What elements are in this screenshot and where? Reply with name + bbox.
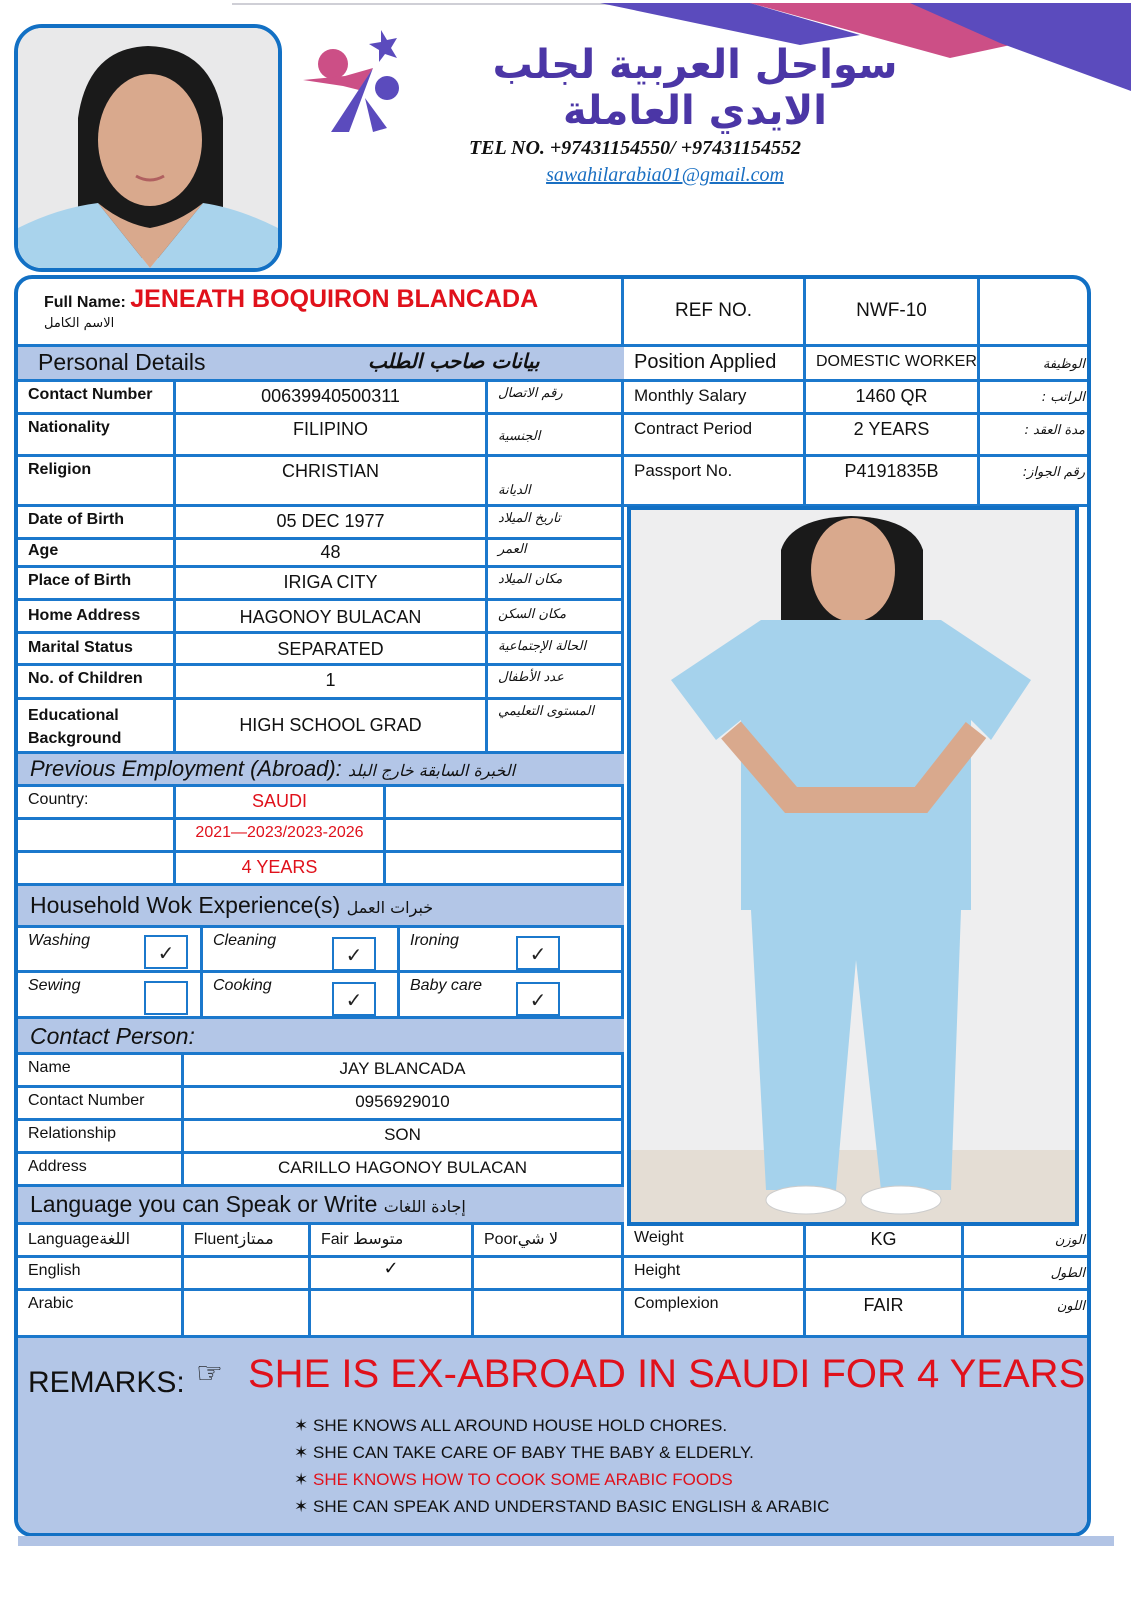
star-bullet-icon: ✶ — [294, 1443, 309, 1462]
contact-label: Relationship — [18, 1121, 184, 1154]
personal-label: Nationality — [18, 415, 176, 457]
previous-employment-blank — [386, 853, 624, 886]
household-experience-title-arabic: خبرات العمل — [346, 898, 434, 917]
education-label-line2: Background — [28, 730, 122, 747]
company-name-arabic: سواحل العربية لجلب الايدي العاملة — [492, 42, 898, 134]
children-value: 1 — [176, 666, 488, 700]
applicant-full-body-photo — [627, 506, 1079, 1226]
previous-period-value: 2021—2023/2023-2026 — [176, 820, 386, 853]
physical-label-arabic: الوزن — [964, 1225, 1091, 1258]
star-bullet-icon: ✶ — [294, 1497, 309, 1516]
star-bullet-icon: ✶ — [294, 1416, 309, 1435]
language-name: Arabic — [18, 1291, 184, 1338]
remark-item: ✶ SHE CAN SPEAK AND UNDERSTAND BASIC ENGLISH & ARABIC — [294, 1497, 830, 1516]
date-of-birth-value: 05 DEC 1977 — [176, 507, 488, 540]
physical-label: Height — [624, 1258, 806, 1291]
personal-label-arabic: الجنسية — [488, 415, 624, 457]
job-label: Passport No. — [624, 457, 806, 507]
personal-label-arabic: المستوى التعليمي — [488, 700, 624, 754]
skill-sewing-checkbox[interactable] — [144, 981, 188, 1015]
arabic-fair — [311, 1291, 474, 1338]
physical-label-arabic: اللون — [964, 1291, 1091, 1338]
full-name-cell — [18, 279, 624, 347]
remarks-section — [18, 1338, 1091, 1537]
job-label: Contract Period — [624, 415, 806, 457]
personal-label: Home Address — [18, 601, 176, 634]
education-value: HIGH SCHOOL GRAD — [176, 700, 488, 754]
languages-title-arabic: إجادة اللغات — [383, 1197, 466, 1216]
job-label-arabic: الوظيفة — [980, 347, 1091, 382]
education-label-line1: Educational — [28, 707, 119, 724]
skill-washing-checkbox[interactable]: ✓ — [144, 935, 188, 969]
star-bullet-icon: ✶ — [294, 1470, 309, 1489]
position-value: DOMESTIC WORKER — [806, 347, 980, 382]
skill-baby-care-checkbox[interactable]: ✓ — [516, 982, 560, 1016]
weight-value: KG — [806, 1225, 964, 1258]
company-email-link[interactable]: sawahilarabia01@gmail.com — [546, 164, 784, 186]
company-phone: TEL NO. +97431154550/ +97431154552 — [468, 137, 802, 159]
contact-number-value: 0956929010 — [184, 1088, 624, 1121]
ref-no-label: REF NO. — [624, 279, 806, 347]
previous-employment-blank — [386, 787, 624, 820]
contact-name-value: JAY BLANCADA — [184, 1055, 624, 1088]
language-name: English — [18, 1258, 184, 1291]
age-value: 48 — [176, 540, 488, 568]
job-label: Position Applied — [624, 347, 806, 382]
monthly-salary-value: 1460 QR — [806, 382, 980, 415]
english-fair: ✓ — [311, 1258, 474, 1291]
arabic-poor — [474, 1291, 624, 1338]
personal-label-arabic: مكان السكن — [488, 601, 624, 634]
languages-title: Language you can Speak or Write — [30, 1191, 378, 1217]
household-experience-title: Household Wok Experience(s) — [30, 892, 341, 918]
skill-ironing-checkbox[interactable]: ✓ — [516, 936, 560, 970]
personal-details-title: Personal Details — [38, 349, 206, 375]
previous-country-value: SAUDI — [176, 787, 386, 820]
nationality-value: FILIPINO — [176, 415, 488, 457]
ref-no-blank — [980, 279, 1091, 347]
remarks-headline: SHE IS EX-ABROAD IN SAUDI FOR 4 YEARS — [248, 1352, 1086, 1396]
contact-person-title: Contact Person: — [30, 1023, 195, 1049]
previous-duration-value: 4 YEARS — [176, 853, 386, 886]
remarks-label: REMARKS: — [28, 1366, 185, 1399]
languages-header — [18, 1187, 624, 1225]
previous-employment-title-arabic: الخبرة السابقة خارج البلد — [347, 761, 516, 780]
application-form — [14, 275, 1091, 1537]
complexion-value: FAIR — [806, 1291, 964, 1338]
ref-no-value: NWF-10 — [806, 279, 980, 347]
personal-label-arabic: رقم الاتصال — [488, 382, 624, 415]
country-label: Country: — [18, 787, 176, 820]
contract-period-value: 2 YEARS — [806, 415, 980, 457]
job-label-arabic: رقم الجواز: — [980, 457, 1091, 507]
contact-address-value: CARILLO HAGONOY BULACAN — [184, 1154, 624, 1187]
remark-item: ✶ SHE KNOWS ALL AROUND HOUSE HOLD CHORES. — [294, 1416, 728, 1435]
personal-label: Contact Number — [18, 382, 176, 415]
personal-label-arabic: عدد الأطفال — [488, 666, 624, 700]
passport-value: P4191835B — [806, 457, 980, 507]
language-header-fluent: Fluentممتاز — [184, 1225, 311, 1258]
frame-shadow — [18, 1536, 1114, 1546]
previous-employment-header — [18, 754, 624, 787]
previous-employment-blank — [18, 853, 176, 886]
job-label-arabic: الراتب : — [980, 382, 1091, 415]
contact-relationship-value: SON — [184, 1121, 624, 1154]
personal-label-arabic: تاريخ الميلاد — [488, 507, 624, 540]
personal-details-title-arabic: بيانات صاحب الطلب — [368, 349, 540, 373]
skill-cleaning-checkbox[interactable]: ✓ — [332, 937, 376, 971]
english-fluent — [184, 1258, 311, 1291]
language-header-poor: Poorلا شي — [474, 1225, 624, 1258]
full-name-value: JENEATH BOQUIRON BLANCADA — [130, 285, 539, 313]
marital-status-value: SEPARATED — [176, 634, 488, 666]
remark-item: ✶ SHE KNOWS HOW TO COOK SOME ARABIC FOODS — [294, 1470, 733, 1489]
physical-label: Complexion — [624, 1291, 806, 1338]
skill-washing: Washing — [18, 928, 203, 973]
skill-ironing: Ironing — [400, 928, 624, 973]
height-value — [806, 1258, 964, 1291]
full-name-label-arabic: الاسم الكامل — [44, 316, 115, 331]
household-experience-header — [18, 886, 624, 928]
pointing-hand-icon: ☞ — [196, 1357, 223, 1390]
job-label: Monthly Salary — [624, 382, 806, 415]
religion-value: CHRISTIAN — [176, 457, 488, 507]
previous-employment-title: Previous Employment (Abroad): — [30, 756, 342, 781]
personal-label-arabic: العمر — [488, 540, 624, 568]
personal-label: Age — [18, 540, 176, 568]
previous-employment-blank — [18, 820, 176, 853]
company-logo-icon — [303, 28, 403, 136]
place-of-birth-value: IRIGA CITY — [176, 568, 488, 601]
previous-employment-blank — [386, 820, 624, 853]
english-poor — [474, 1258, 624, 1291]
contact-label: Name — [18, 1055, 184, 1088]
personal-label: Religion — [18, 457, 176, 507]
skill-cleaning: Cleaning — [203, 928, 400, 973]
full-name-label: Full Name: — [44, 294, 126, 311]
personal-label-arabic: الديانة — [488, 457, 624, 507]
language-header-fair: Fair متوسط — [311, 1225, 474, 1258]
job-label-arabic: مدة العقد : — [980, 415, 1091, 457]
remarks-bullets — [294, 1412, 829, 1520]
personal-label-arabic: مكان الميلاد — [488, 568, 624, 601]
skill-sewing: Sewing — [18, 973, 203, 1019]
personal-label: Date of Birth — [18, 507, 176, 540]
skill-cooking: Cooking — [203, 973, 400, 1019]
personal-label-education — [18, 700, 176, 754]
home-address-value: HAGONOY BULACAN — [176, 601, 488, 634]
personal-details-header — [18, 347, 624, 382]
remark-item: ✶ SHE CAN TAKE CARE OF BABY THE BABY & ELDERLY. — [294, 1443, 754, 1462]
contact-person-header — [18, 1019, 624, 1055]
physical-label: Weight — [624, 1225, 806, 1258]
language-header-language: Languageاللغة — [18, 1225, 184, 1258]
contact-number-value: 00639940500311 — [176, 382, 488, 415]
skill-cooking-checkbox[interactable]: ✓ — [332, 982, 376, 1016]
arabic-fluent — [184, 1291, 311, 1338]
contact-label: Address — [18, 1154, 184, 1187]
physical-label-arabic: الطول — [964, 1258, 1091, 1291]
personal-label: No. of Children — [18, 666, 176, 700]
personal-label: Place of Birth — [18, 568, 176, 601]
contact-label: Contact Number — [18, 1088, 184, 1121]
skill-baby-care: Baby care — [400, 973, 624, 1019]
personal-label-arabic: الحالة الإجتماعية — [488, 634, 624, 666]
applicant-headshot-photo — [14, 24, 282, 272]
personal-label: Marital Status — [18, 634, 176, 666]
